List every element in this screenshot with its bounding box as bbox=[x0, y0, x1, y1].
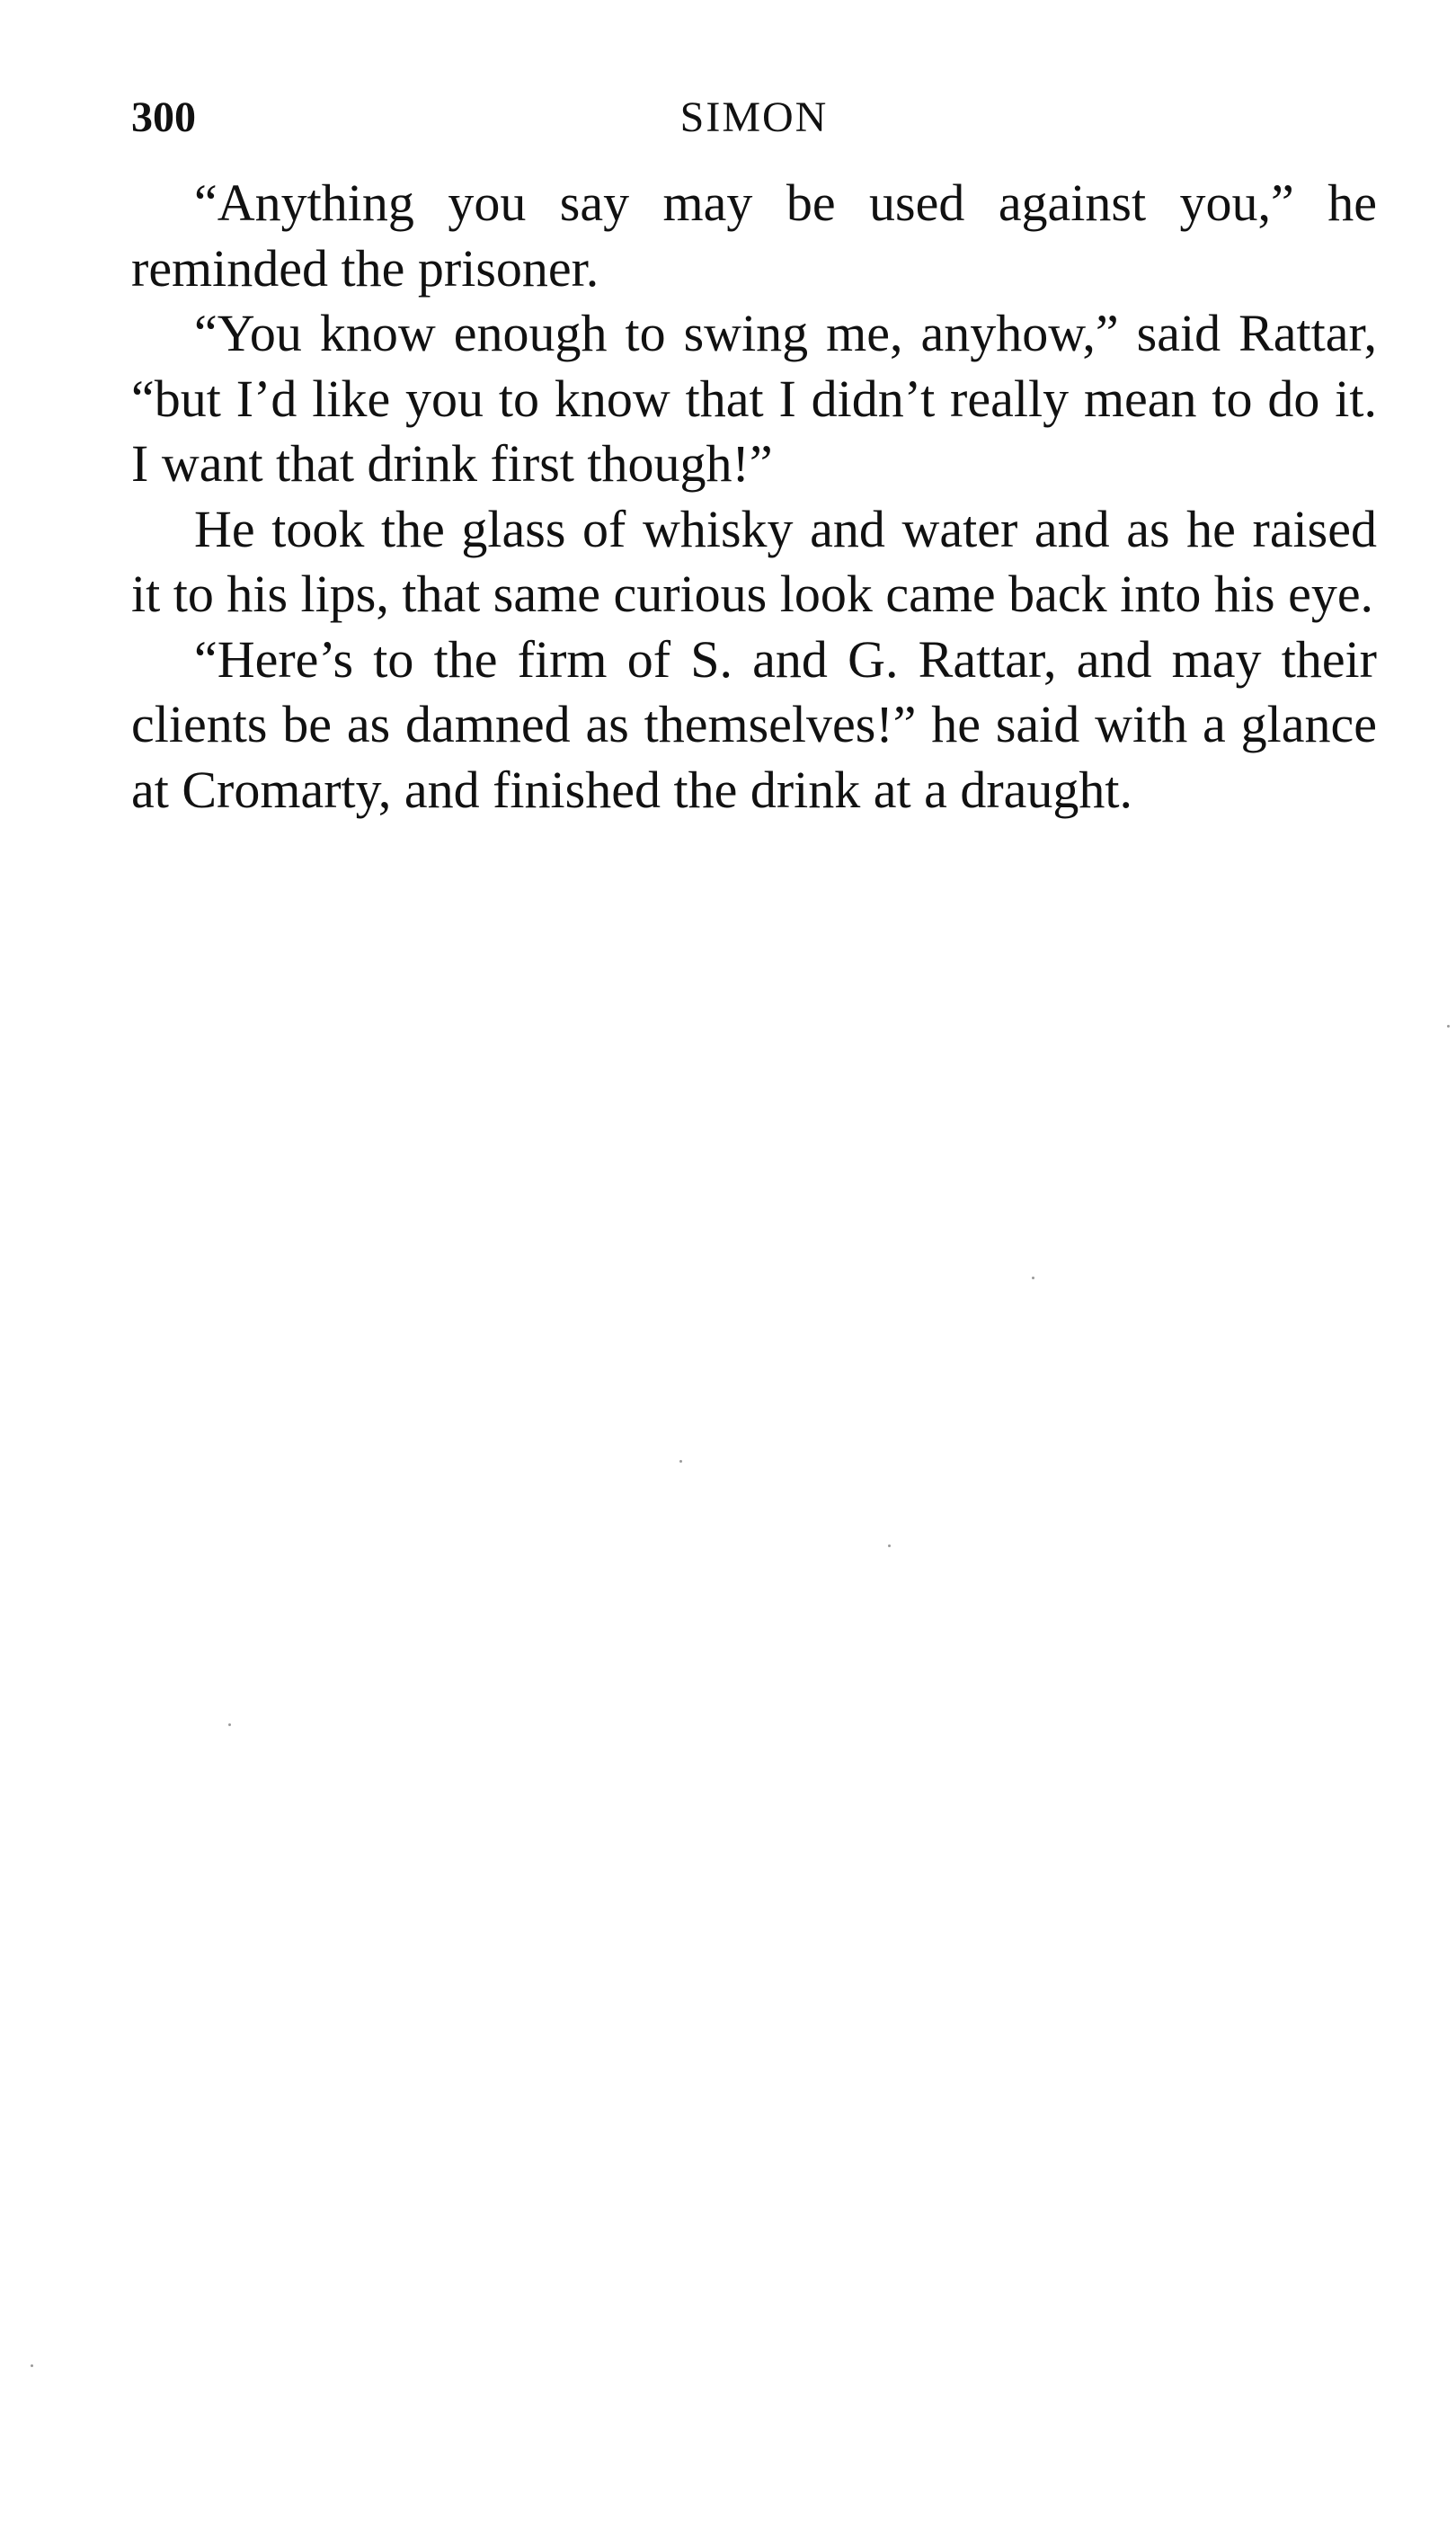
paragraph: “Anything you say may be used against you,” he reminded the prisoner. bbox=[131, 174, 1377, 298]
paragraph: He took the glass of whisky and water and as he raised it to his lips, that same curious look came back into his eye. bbox=[131, 499, 1377, 623]
paragraph: “Here’s to the firm of S. and G. Rattar, and may their clients be as damned as themselves!” he said with a glance at Cromarty, and finished the drink at a draught. bbox=[131, 629, 1377, 819]
paper-speck bbox=[228, 1723, 231, 1726]
page-number: 300 bbox=[131, 93, 196, 141]
paper-speck bbox=[679, 1460, 682, 1463]
paragraph: “You know enough to swing me, anyhow,” said Rattar, “but I’d like you to know that I didn’t really mean to do it. I want that drink first though!” bbox=[131, 304, 1377, 493]
body-text bbox=[131, 171, 1377, 823]
paper-speck bbox=[31, 2364, 33, 2367]
running-head bbox=[131, 86, 1377, 149]
paper-speck bbox=[1032, 1277, 1034, 1279]
running-title: SIMON bbox=[679, 93, 829, 141]
paper-speck bbox=[1447, 1025, 1450, 1028]
paper-speck bbox=[888, 1544, 891, 1547]
